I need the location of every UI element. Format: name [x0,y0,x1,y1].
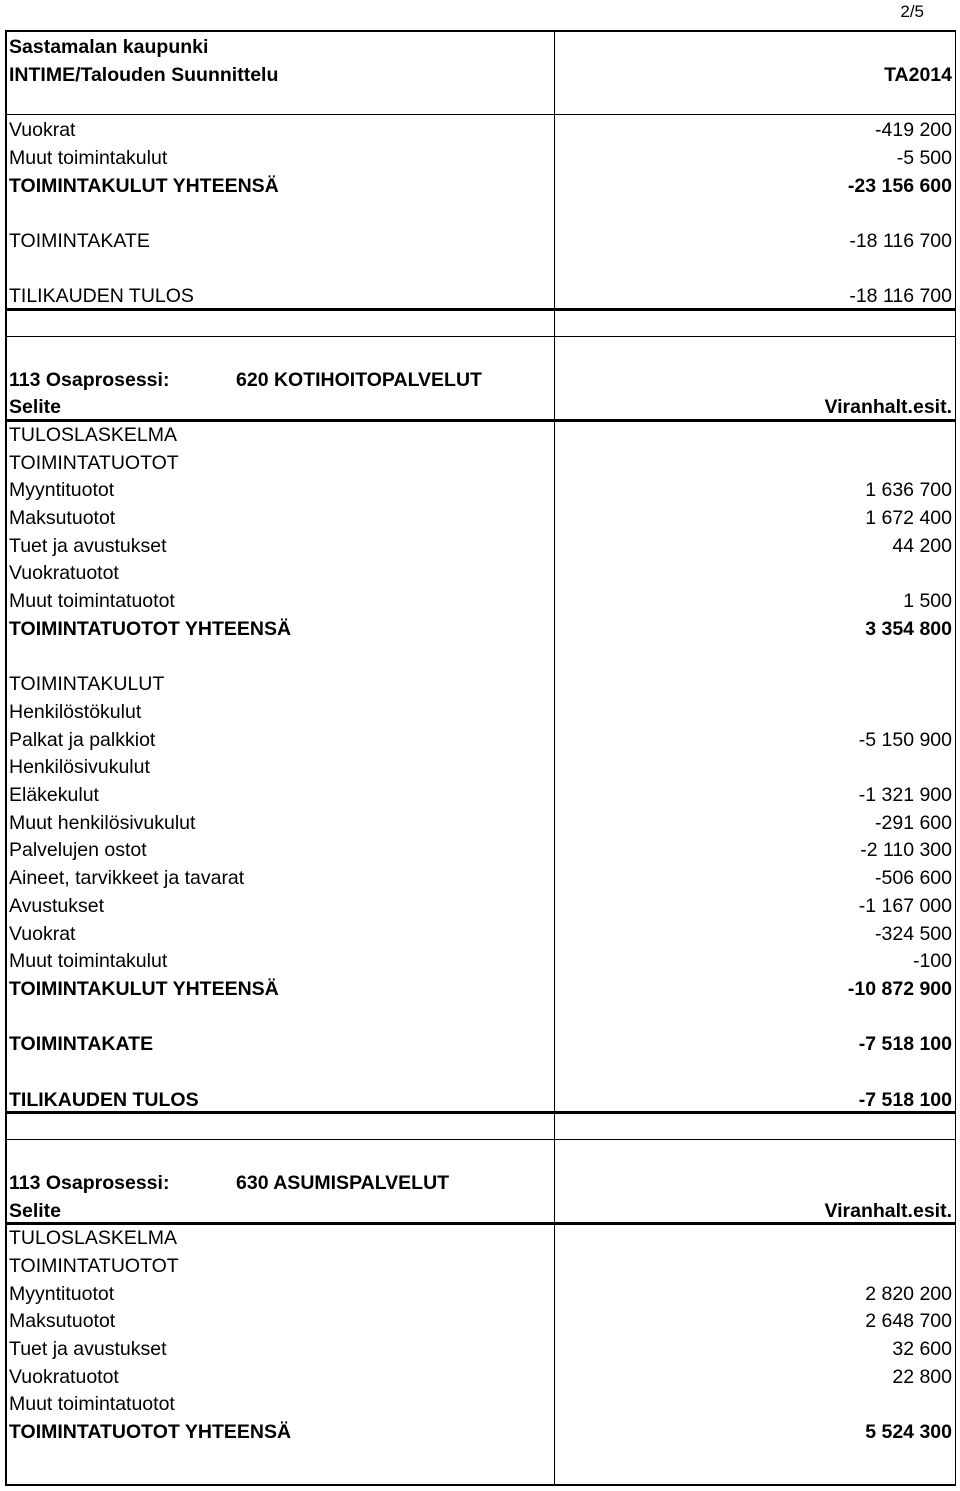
income-row-label: Vuokratuotot [9,562,119,585]
top-row-value: -23 156 600 [847,174,952,197]
process-header [5,363,956,391]
selite-row-value: Viranhalt.esit. [824,1199,952,1222]
income-row [5,1278,956,1306]
statement-title-label: TULOSLASKELMA [9,1227,177,1250]
income-row-value: 1 672 400 [865,507,952,530]
cost-row-label: Henkilösivukulut [9,756,150,779]
header-org-label: Sastamalan kaupunki [9,36,209,59]
header-system [5,59,956,87]
income-total-value: 3 354 800 [865,617,952,640]
income-row [5,1361,956,1389]
cost-row-value: -291 600 [875,811,952,834]
costs-total-value: -10 872 900 [847,977,952,1000]
cost-row [5,779,956,807]
top-row-label: Vuokrat [9,119,76,142]
cost-row-value: -1 167 000 [858,894,952,917]
page-number: 2/5 [900,2,924,21]
income-row [5,1305,956,1333]
cost-row [5,807,956,835]
cost-row [5,696,956,724]
income-row [5,557,956,585]
income-row-label: Muut toimintatuotot [9,590,175,613]
cost-row-label: Vuokrat [9,922,76,945]
cost-row-label: Palvelujen ostot [9,839,147,862]
process-header [5,1167,956,1195]
selite-row-label: Selite [9,396,62,419]
income-row-label: Vuokratuotot [9,1365,119,1388]
income-total [5,613,956,641]
income-row-label: Myyntituotot [9,479,115,502]
top-row-label: TOIMINTAKATE [9,230,150,253]
income-row-value: 1 500 [903,590,952,613]
cost-row [5,862,956,890]
income-total-label: TOIMINTATUOTOT YHTEENSÄ [9,617,292,640]
income-row-value: 2 820 200 [865,1282,952,1305]
top-row-value: -18 116 700 [849,230,952,253]
income-row-value: 32 600 [892,1338,952,1361]
top-row-label: Muut toimintakulut [9,146,168,169]
income-row [5,502,956,530]
income-row [5,585,956,613]
top-row-label: TILIKAUDEN TULOS [9,285,194,308]
costs-header-label: TOIMINTAKULUT [9,673,165,696]
income-total-label: TOIMINTATUOTOT YHTEENSÄ [9,1421,292,1444]
income-total-value: 5 524 300 [865,1421,952,1444]
result-row-label: TILIKAUDEN TULOS [9,1088,199,1111]
income-row-label: Tuet ja avustukset [9,1338,167,1361]
income-header-label: TOIMINTATUOTOT [9,451,179,474]
margin-row-value: -7 518 100 [858,1033,952,1056]
header-org [5,31,956,59]
cost-row [5,945,956,973]
header-system-label: INTIME/Talouden Suunnittelu [9,63,279,86]
income-header-label: TOIMINTATUOTOT [9,1254,179,1277]
costs-total-label: TOIMINTAKULUT YHTEENSÄ [9,977,279,1000]
income-row-label: Tuet ja avustukset [9,534,167,557]
margin-row [5,1028,956,1056]
cost-row-label: Muut toimintakulut [9,950,168,973]
cost-row [5,890,956,918]
process-header-process-name: 620 KOTIHOITOPALVELUT [236,368,482,391]
result-row [5,1084,956,1112]
selite-row-value: Viranhalt.esit. [824,396,952,419]
top-row [5,142,956,170]
income-row-label: Myyntituotot [9,1282,115,1305]
cost-row-value: -100 [912,950,952,973]
income-total [5,1416,956,1444]
top-row [5,225,956,253]
income-row-value: 44 200 [892,534,952,557]
costs-header [5,668,956,696]
top-row-value: -18 116 700 [849,285,952,308]
margin-row-label: TOIMINTAKATE [9,1033,154,1056]
selite-row [5,391,956,419]
income-row [5,474,956,502]
process-header-label: 113 Osaprosessi: [9,368,170,391]
statement-title [5,1222,956,1250]
cost-row-value: -1 321 900 [858,784,952,807]
income-row-label: Maksutuotot [9,507,116,530]
process-header-process-name: 630 ASUMISPALVELUT [236,1171,450,1194]
income-row-label: Maksutuotot [9,1310,116,1333]
cost-row-value: -506 600 [875,867,952,890]
top-row [5,280,956,308]
cost-row-label: Muut henkilösivukulut [9,811,196,834]
income-row [5,1333,956,1361]
cost-row [5,917,956,945]
section-rule [5,308,956,311]
top-row [5,114,956,142]
section-rule [5,1111,956,1114]
income-row [5,530,956,558]
top-row [5,170,956,198]
cost-row-label: Eläkekulut [9,784,99,807]
cost-row-label: Henkilöstökulut [9,700,142,723]
cost-row-value: -2 110 300 [860,839,952,862]
statement-title [5,419,956,447]
income-header [5,447,956,475]
cost-row [5,724,956,752]
cost-row-label: Aineet, tarvikkeet ja tavarat [9,867,245,890]
costs-total [5,973,956,1001]
cost-row-value: -324 500 [875,922,952,945]
top-row-value: -419 200 [875,119,952,142]
cost-row-value: -5 150 900 [858,728,952,751]
result-row-value: -7 518 100 [858,1088,952,1111]
top-row-label: TOIMINTAKULUT YHTEENSÄ [9,174,279,197]
cost-row-label: Avustukset [9,894,105,917]
blank-rule [5,1139,956,1140]
selite-row [5,1194,956,1222]
income-row-label: Muut toimintatuotot [9,1393,175,1416]
process-header-label: 113 Osaprosessi: [9,1171,170,1194]
selite-row-label: Selite [9,1199,62,1222]
cost-row [5,834,956,862]
income-header [5,1250,956,1278]
cost-row-label: Palkat ja palkkiot [9,728,156,751]
income-row [5,1388,956,1416]
header-system-value: TA2014 [884,63,952,86]
income-row-value: 22 800 [892,1365,952,1388]
statement-title-label: TULOSLASKELMA [9,423,177,446]
top-row-value: -5 500 [896,146,952,169]
blank-rule [5,336,956,337]
cost-row [5,751,956,779]
income-row-value: 1 636 700 [865,479,952,502]
income-row-value: 2 648 700 [865,1310,952,1333]
